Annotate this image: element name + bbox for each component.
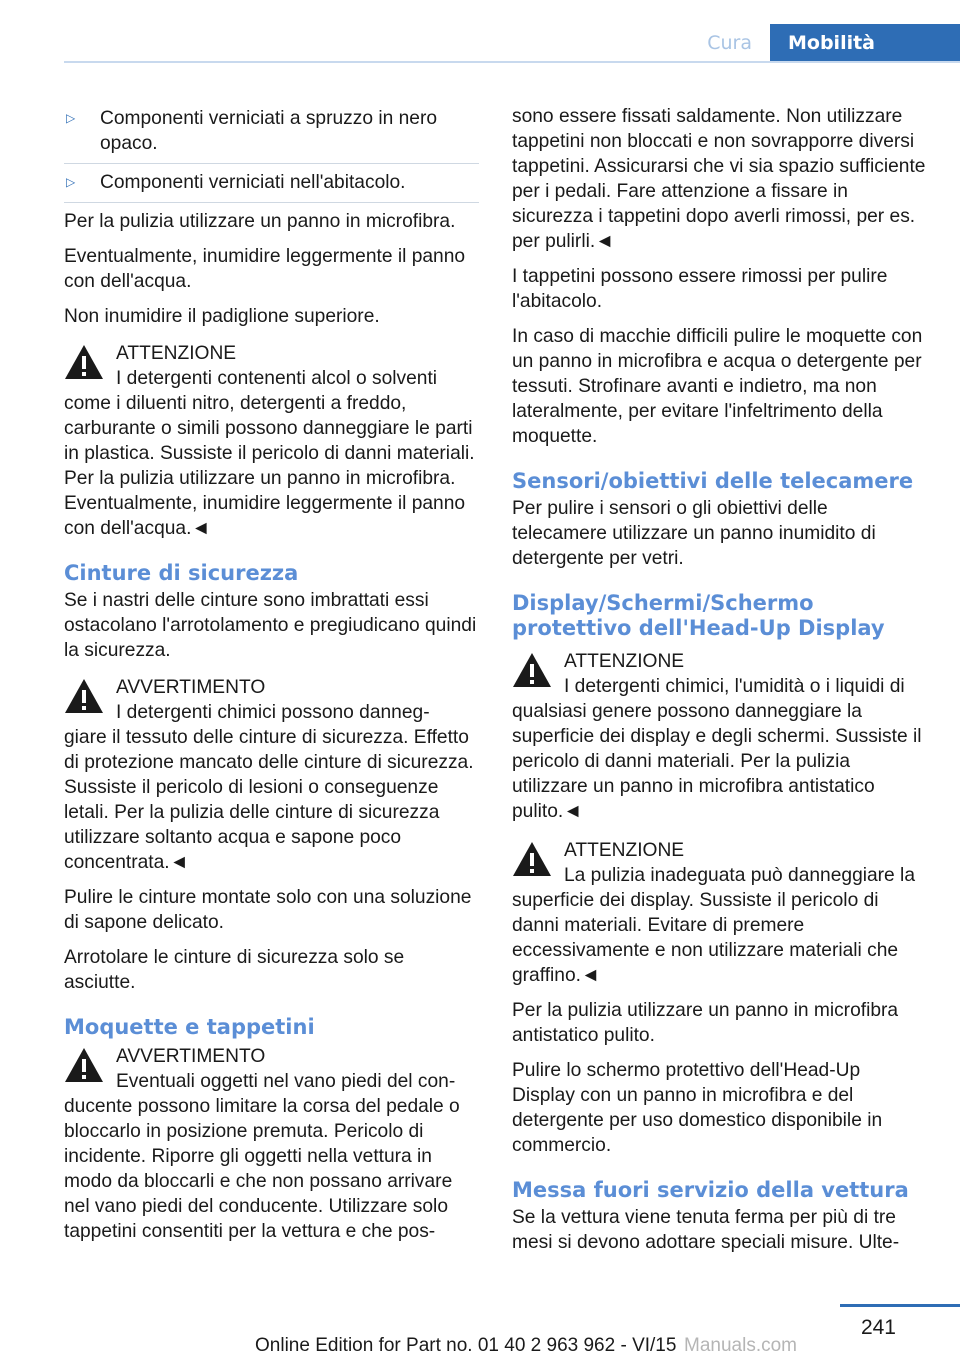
paragraph: sono essere fissati saldamente. Non utilizzare tappetini non bloccati e non sovrapporre diversi tappetini. Assicurarsi che vi sia spazio sufficiente per i pedali. Fare attenzione a fissare in sicurezza i tappetini dopo averli rimossi, per es. per pulirli.◄ [512,106,926,252]
section-heading: Messa fuori servizio della vettura [512,1178,909,1202]
paragraph: Se i nastri delle cinture sono imbrattati essi ostacolano l'arrotolamento e pregiudicano quindi la sicurezza. [64,590,477,661]
warning-text: giare il tessuto delle cinture di sicurezza. Effetto di protezione mancato delle cinture di sicurezza. Sussiste il pericolo di lesioni o conseguenze letali. Per la pulizia delle cinture di sicurezza utilizzare soltanto acqua e sapone poco concentrata.◄ [64,727,474,873]
warning-block [64,675,479,875]
bullet-item [64,170,479,202]
warning-first-line: I detergenti contenenti alcol o solventi [116,368,438,389]
warning-block [512,838,927,988]
warning-first-line: I detergenti chimici possono danneg- [116,702,430,723]
header-rule [64,61,960,63]
tab-cura[interactable]: Cura [689,24,770,62]
section-heading: Moquette e tappetini [64,1015,315,1039]
warning-icon [64,678,104,714]
warning-block [64,341,479,541]
paragraph: Non inumidire il padiglione superiore. [64,306,380,327]
warning-heading: ATTENZIONE [564,840,685,861]
bullet-text: Componenti verniciati a spruzzo in nero opaco. [100,108,438,154]
section-heading: Sensori/obiettivi delle telecamere [512,469,914,493]
warning-first-line: La pulizia inadeguata può danneggiare la [564,865,915,886]
paragraph: In caso di macchie difficili pulire le moquette con un panno in microfibra e acqua o detergente per tessuti. Strofinare avanti e indietro, ma non lateralmente, per evitare l'infeltrimento della moquette. [512,326,923,447]
right-column [512,104,927,1265]
left-column [64,104,479,1254]
page-number: 241 [860,1316,896,1339]
warning-icon [64,344,104,380]
paragraph: Per la pulizia utilizzare un panno in microfibra antistatico pulito. [512,1000,899,1046]
tab-mobilita[interactable]: Mobilità [770,24,960,62]
watermark: Manuals.com [684,1335,797,1356]
header-tabs [689,24,960,62]
edition-line: Online Edition for Part no. 01 40 2 963 962 - VI/15 [255,1335,677,1356]
warning-block [512,649,927,824]
warning-text: superficie dei display. Sussiste il pericolo di danni materiali. Evitare di premere eccessivamente e non utilizzare materiali che graffino.◄ [512,890,899,986]
paragraph: Per la pulizia utilizzare un panno in microfibra. [64,211,456,232]
section-heading: Display/Schermi/Schermo protettivo dell'Head-Up Display [512,591,885,640]
paragraph: Per pulire i sensori o gli obiettivi delle telecamere utilizzare un panno inumidito di detergente per vetri. [512,498,876,569]
warning-heading: ATTENZIONE [564,651,685,672]
triangle-bullet-icon: ▷ [66,111,76,125]
paragraph: Pulire lo schermo protettivo dell'Head-Up Display con un panno in microfibra e del detergente per uso domestico disponibile in commercio. [512,1060,883,1156]
triangle-bullet-icon: ▷ [66,175,76,189]
warning-text: ducente possono limitare la corsa del pedale o bloccarlo in posizione premuta. Pericolo di incidente. Riporre gli oggetti nella vettura in modo da bloccarli e che non possano arrivare nel vano piedi del conducente. Utilizzare solo tappetini consentiti per la vettura e che pos- [64,1096,460,1242]
warning-icon [512,652,552,688]
warning-heading: AVVERTIMENTO [116,1046,266,1067]
paragraph: Arrotolare le cinture di sicurezza solo se asciutte. [64,947,405,993]
warning-icon [64,1047,104,1083]
divider [64,163,479,164]
warning-icon [512,841,552,877]
warning-text: come i diluenti nitro, detergenti a freddo, carburante o simili possono danneggiare le parti in plastica. Sussiste il pericolo di danni materiali. Per la pulizia utilizzare un panno in microfibra. Eventualmente, inumidire leggermente il panno con dell'acqua.◄ [64,393,475,539]
paragraph: Se la vettura viene tenuta ferma per più di tre mesi si devono adottare speciali misure. Ulte- [512,1207,900,1253]
warning-text: qualsiasi genere possono danneggiare la superficie dei display e degli schermi. Sussiste il pericolo di danni materiali. Per la pulizia utilizzare un panno in microfibra antistatico pulito.◄ [512,701,922,822]
section-heading: Cinture di sicurezza [64,561,299,585]
warning-first-line: I detergenti chimici, l'umidità o i liquidi di [564,676,905,697]
bullet-text: Componenti verniciati nell'abitacolo. [100,172,406,193]
bullet-item [64,104,479,163]
warning-heading: ATTENZIONE [116,343,237,364]
warning-heading: AVVERTIMENTO [116,677,266,698]
paragraph: Pulire le cinture montate solo con una soluzione di sapone delicato. [64,887,472,933]
paragraph: I tappetini possono essere rimossi per pulire l'abitacolo. [512,266,888,312]
footer-rule [840,1304,960,1307]
warning-block [64,1044,479,1244]
divider [64,202,479,203]
warning-first-line: Eventuali oggetti nel vano piedi del con- [116,1071,456,1092]
paragraph: Eventualmente, inumidire leggermente il panno con dell'acqua. [64,246,466,292]
